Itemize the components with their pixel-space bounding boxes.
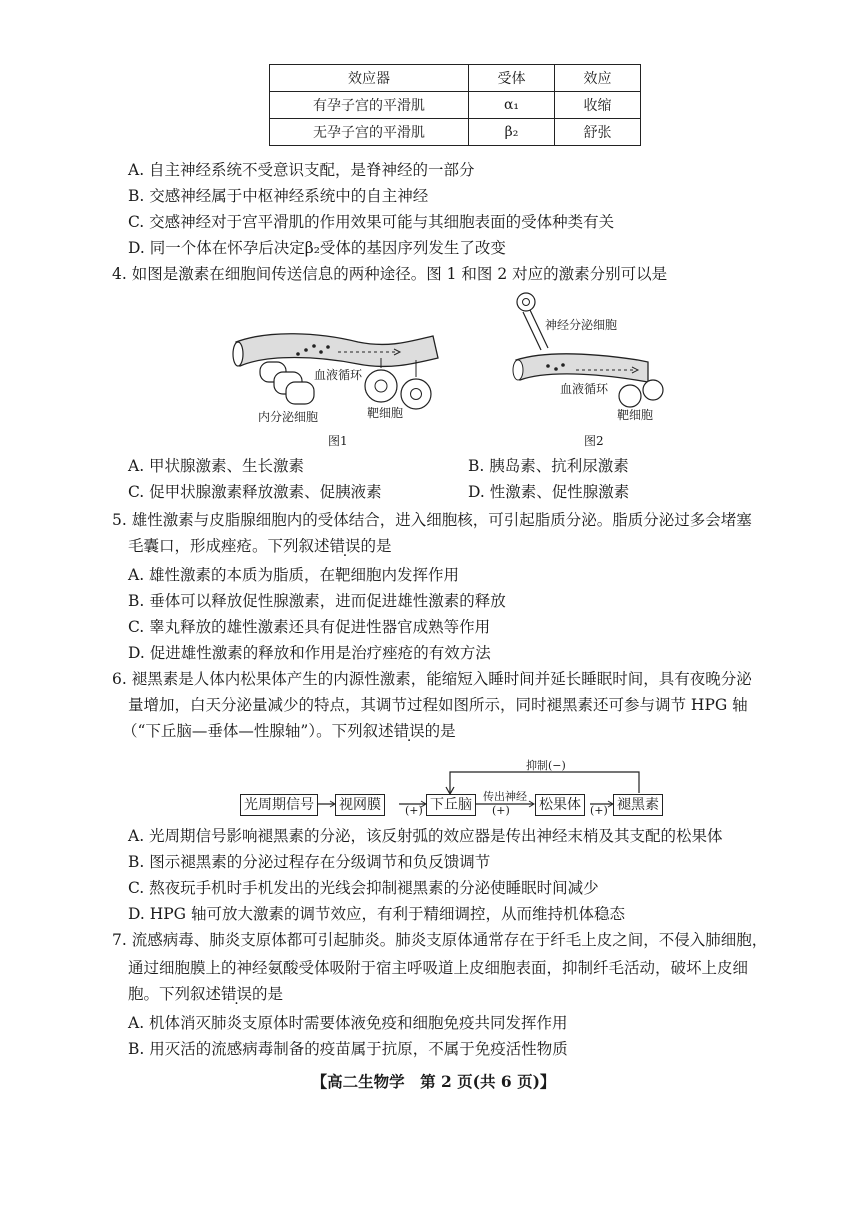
effector-table	[269, 64, 641, 146]
table-header: 受体	[469, 65, 555, 92]
table-header: 效应器	[270, 65, 469, 92]
fig2-caption: 图2	[584, 434, 604, 448]
q7-option-a: A. 机体消灭肺炎支原体时需要体液免疫和细胞免疫共同发挥作用	[128, 1014, 568, 1032]
q5-option-b: B. 垂体可以释放促性腺激素，进而促进雄性激素的释放	[128, 592, 506, 610]
q4-stem: 4. 如图是激素在细胞间传送信息的两种途径。图 1 和图 2 对应的激素分别可以是	[112, 265, 668, 283]
flow-plus-2: (+)	[492, 804, 510, 817]
fig1-blood-label: 血液循环	[314, 368, 363, 382]
q3-option-c: C. 交感神经对于宫平滑肌的作用效果可能与其细胞表面的受体种类有关	[128, 213, 615, 231]
q4-option-d: D. 性激素、促性腺激素	[468, 483, 630, 501]
q5-option-d: D. 促进雄性激素的释放和作用是治疗痤疮的有效方法	[128, 644, 491, 662]
q6-option-d: D. HPG 轴可放大激素的调节效应，有利于精细调控，从而维持机体稳态	[128, 905, 625, 923]
q7-option-b: B. 用灭活的流感病毒制备的疫苗属于抗原，不属于免疫活性物质	[128, 1040, 568, 1058]
flow-box-retina: 视网膜	[335, 794, 385, 816]
q4-option-c: C. 促甲状腺激素释放激素、促胰液素	[128, 483, 382, 501]
flow-box-hypothalamus: 下丘脑	[426, 794, 476, 816]
q3-option-d: D. 同一个体在怀孕后决定β₂受体的基因序列发生了改变	[128, 239, 506, 257]
table-cell: 无孕子宫的平滑肌	[270, 119, 469, 146]
q3-option-a: A. 自主神经系统不受意识支配，是脊神经的一部分	[128, 161, 475, 179]
table-cell: β₂	[469, 119, 555, 146]
q3-option-b: B. 交感神经属于中枢神经系统中的自主神经	[128, 187, 429, 205]
flow-box-pineal: 松果体	[535, 794, 585, 816]
flow-box-melatonin: 褪黑素	[613, 794, 663, 816]
table-cell: α₁	[469, 92, 555, 119]
flow-box-photoperiod: 光周期信号	[240, 794, 318, 816]
table-cell: 舒张	[555, 119, 641, 146]
q5-line2: 毛囊口，形成痤疮。下列叙述错误的是	[128, 537, 392, 555]
flow-plus-1: (+)	[405, 804, 423, 817]
q6-option-c: C. 熬夜玩手机时手机发出的光线会抑制褪黑素的分泌使睡眠时间减少	[128, 879, 599, 897]
fig2-target-label: 靶细胞	[617, 408, 654, 422]
q5-option-c: C. 睾丸释放的雄性激素还具有促进性器官成熟等作用	[128, 618, 491, 636]
q7-line2: 通过细胞膜上的神经氨酸受体吸附于宿主呼吸道上皮细胞表面，抑制纤毛活动，破坏上皮细	[128, 959, 749, 977]
fig2-blood-label: 血液循环	[560, 382, 609, 396]
flow-nerve-label: 传出神经	[483, 790, 527, 803]
table-cell: 收缩	[555, 92, 641, 119]
q4-option-a: A. 甲状腺激素、生长激素	[128, 457, 305, 475]
q6-option-b: B. 图示褪黑素的分泌过程存在分级调节和负反馈调节	[128, 853, 491, 871]
flow-inhibit-label: 抑制(−)	[526, 759, 566, 772]
q5-line1: 5. 雄性激素与皮脂腺细胞内的受体结合，进入细胞核，可引起脂质分泌。脂质分泌过多会堵塞	[112, 511, 752, 529]
q6-option-a: A. 光周期信号影响褪黑素的分泌，该反射弧的效应器是传出神经末梢及其支配的松果体	[128, 827, 723, 845]
table-cell: 有孕子宫的平滑肌	[270, 92, 469, 119]
q6-line3: （“下丘脑—垂体—性腺轴”）。下列叙述错误的是	[122, 722, 456, 740]
table-header: 效应	[555, 65, 641, 92]
flow-plus-3: (+)	[590, 804, 608, 817]
fig1-target-label: 靶细胞	[367, 406, 404, 420]
q5-option-a: A. 雄性激素的本质为脂质，在靶细胞内发挥作用	[128, 566, 460, 584]
fig2-neuro-label: 神经分泌细胞	[545, 318, 618, 332]
q7-line3: 胞。下列叙述错误的是	[128, 985, 284, 1003]
q6-line2: 量增加，白天分泌量减少的特点，其调节过程如图所示，同时褪黑素还可参与调节 HPG 轴	[128, 696, 748, 714]
fig1-caption: 图1	[328, 434, 348, 448]
page-footer: 【高二生物学 第 2 页(共 6 页)】	[311, 1072, 556, 1091]
fig1-endocrine-label: 内分泌细胞	[258, 410, 319, 424]
q7-line1: 7. 流感病毒、肺炎支原体都可引起肺炎。肺炎支原体通常存在于纤毛上皮之间，不侵入肺细胞，	[112, 931, 768, 949]
q6-line1: 6. 褪黑素是人体内松果体产生的内源性激素，能缩短入睡时间并延长睡眠时间，具有夜晚分泌	[112, 670, 752, 688]
q4-option-b: B. 胰岛素、抗利尿激素	[468, 457, 629, 475]
